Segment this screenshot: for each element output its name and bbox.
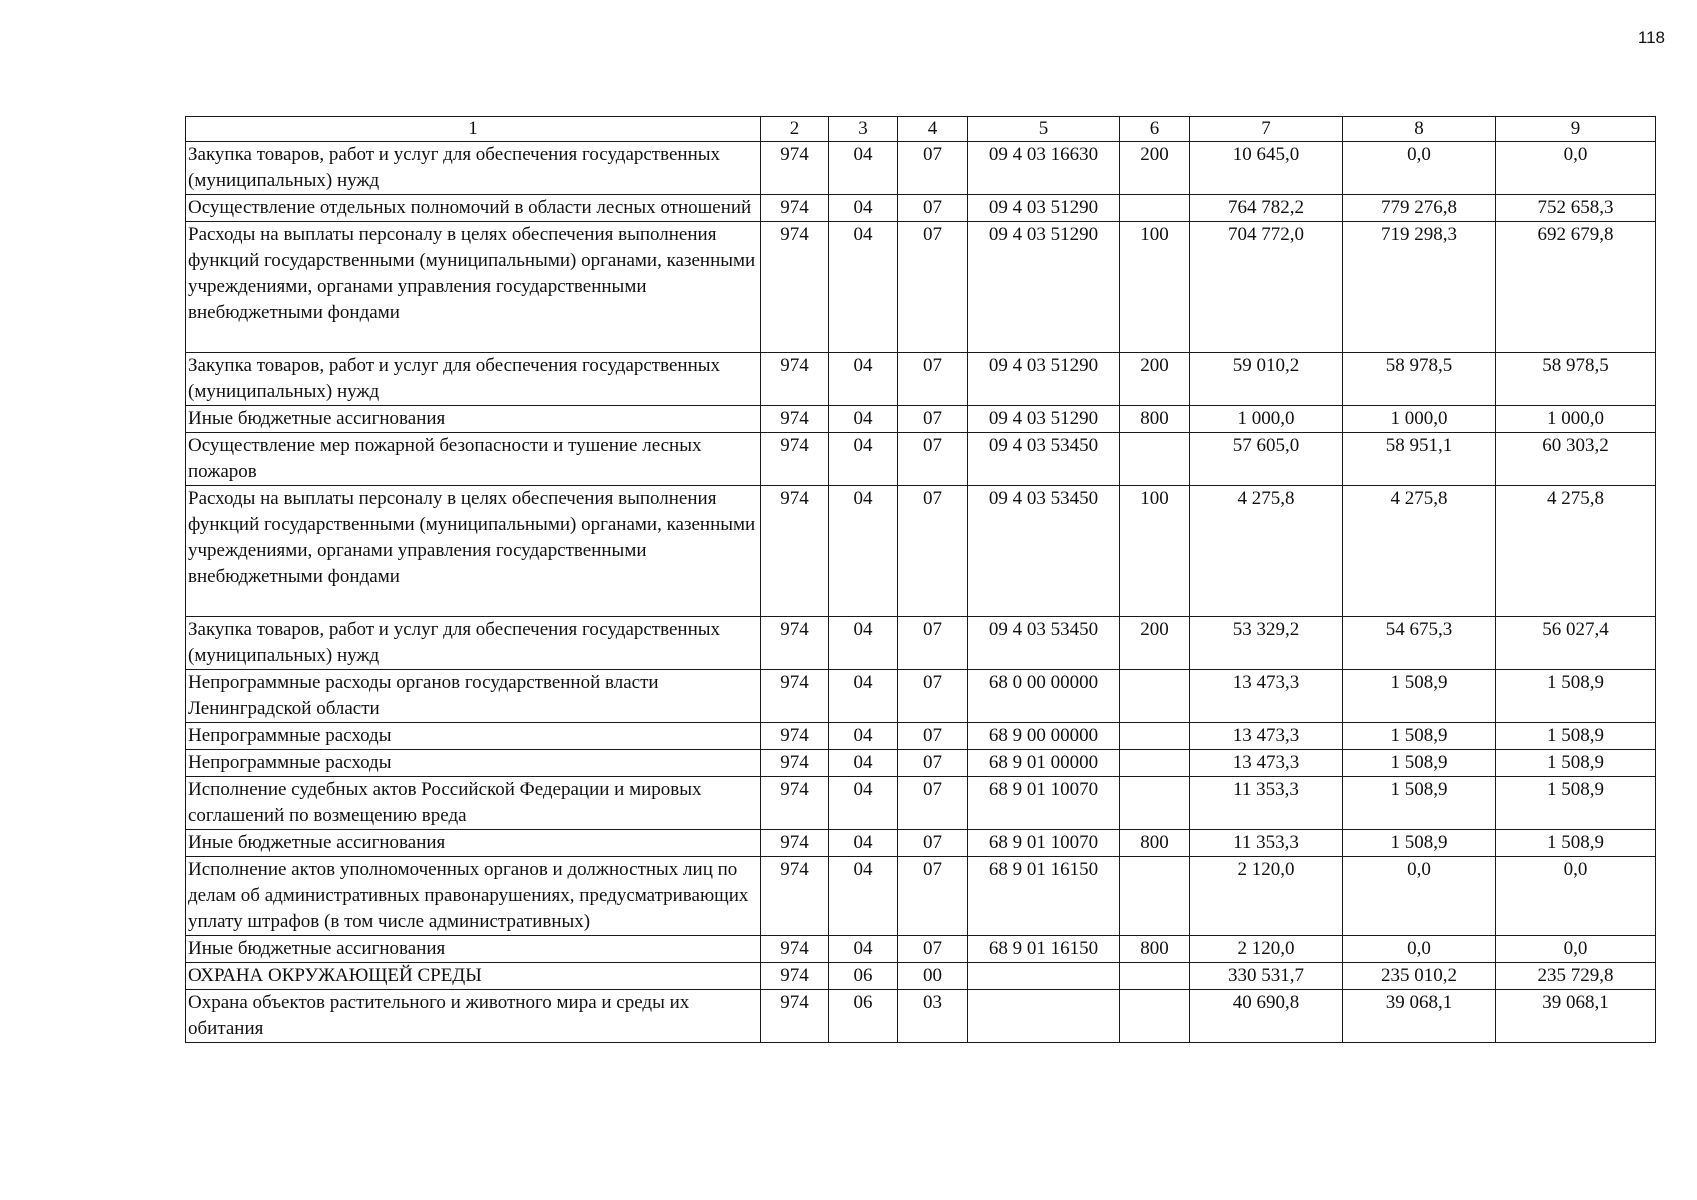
grbs-cell: 974	[761, 433, 829, 486]
expense-type-cell: 200	[1120, 142, 1190, 195]
table-row	[186, 777, 1656, 830]
amount-year1-cell: 13 473,3	[1190, 723, 1343, 750]
amount-year2-cell: 1 508,9	[1343, 777, 1496, 830]
amount-year3-cell: 56 027,4	[1496, 617, 1656, 670]
row-name: Непрограммные расходы органов государственной власти Ленинградской области	[186, 670, 761, 723]
amount-year1-cell: 11 353,3	[1190, 830, 1343, 857]
amount-year1-cell: 40 690,8	[1190, 990, 1343, 1043]
section-cell: 04	[829, 617, 898, 670]
column-header: 7	[1190, 117, 1343, 142]
amount-year2-cell: 779 276,8	[1343, 195, 1496, 222]
target-article-cell	[968, 990, 1120, 1043]
amount-year3-cell: 1 508,9	[1496, 830, 1656, 857]
expense-type-cell: 100	[1120, 222, 1190, 353]
target-article-cell: 68 9 01 10070	[968, 777, 1120, 830]
table-row	[186, 195, 1656, 222]
row-name: Непрограммные расходы	[186, 750, 761, 777]
section-cell: 04	[829, 936, 898, 963]
table-row	[186, 486, 1656, 617]
expense-type-cell: 800	[1120, 830, 1190, 857]
expense-type-cell	[1120, 195, 1190, 222]
table-row	[186, 433, 1656, 486]
expense-type-cell	[1120, 750, 1190, 777]
table-row	[186, 750, 1656, 777]
column-header: 8	[1343, 117, 1496, 142]
target-article-cell: 09 4 03 51290	[968, 353, 1120, 406]
row-name: Расходы на выплаты персоналу в целях обеспечения выполнения функций государственными (муниципальными) органами, казенными учреждениями, органами управления государственными внебюджетными фондами	[186, 486, 761, 617]
target-article-cell: 68 0 00 00000	[968, 670, 1120, 723]
column-header: 6	[1120, 117, 1190, 142]
subsection-cell: 07	[898, 486, 968, 617]
subsection-cell: 07	[898, 750, 968, 777]
target-article-cell: 09 4 03 16630	[968, 142, 1120, 195]
grbs-cell: 974	[761, 195, 829, 222]
row-name: Осуществление мер пожарной безопасности и тушение лесных пожаров	[186, 433, 761, 486]
amount-year2-cell: 4 275,8	[1343, 486, 1496, 617]
subsection-cell: 00	[898, 963, 968, 990]
amount-year2-cell: 0,0	[1343, 857, 1496, 936]
amount-year1-cell: 13 473,3	[1190, 670, 1343, 723]
row-name: Иные бюджетные ассигнования	[186, 936, 761, 963]
grbs-cell: 974	[761, 990, 829, 1043]
amount-year1-cell: 53 329,2	[1190, 617, 1343, 670]
target-article-cell: 09 4 03 51290	[968, 222, 1120, 353]
subsection-cell: 07	[898, 222, 968, 353]
section-cell: 04	[829, 670, 898, 723]
budget-table	[185, 116, 1656, 1043]
section-cell: 04	[829, 142, 898, 195]
table-row	[186, 617, 1656, 670]
row-name: Охрана объектов растительного и животного мира и среды их обитания	[186, 990, 761, 1043]
expense-type-cell: 800	[1120, 936, 1190, 963]
amount-year3-cell: 1 508,9	[1496, 750, 1656, 777]
expense-type-cell: 200	[1120, 617, 1190, 670]
expense-type-cell	[1120, 857, 1190, 936]
amount-year3-cell: 692 679,8	[1496, 222, 1656, 353]
expense-type-cell	[1120, 963, 1190, 990]
amount-year2-cell: 1 508,9	[1343, 830, 1496, 857]
row-name: Исполнение актов уполномоченных органов и должностных лиц по делам об административных правонарушениях, предусматривающих уплату штрафов (в том числе административных)	[186, 857, 761, 936]
amount-year2-cell: 235 010,2	[1343, 963, 1496, 990]
expense-type-cell: 200	[1120, 353, 1190, 406]
row-name: Закупка товаров, работ и услуг для обеспечения государственных (муниципальных) нужд	[186, 353, 761, 406]
section-cell: 04	[829, 857, 898, 936]
table-row	[186, 990, 1656, 1043]
amount-year1-cell: 57 605,0	[1190, 433, 1343, 486]
subsection-cell: 07	[898, 723, 968, 750]
section-cell: 06	[829, 990, 898, 1043]
amount-year3-cell: 0,0	[1496, 142, 1656, 195]
amount-year1-cell: 10 645,0	[1190, 142, 1343, 195]
amount-year3-cell: 752 658,3	[1496, 195, 1656, 222]
row-name: Расходы на выплаты персоналу в целях обеспечения выполнения функций государственными (муниципальными) органами, казенными учреждениями, органами управления государственными внебюджетными фондами	[186, 222, 761, 353]
grbs-cell: 974	[761, 830, 829, 857]
subsection-cell: 07	[898, 195, 968, 222]
section-cell: 04	[829, 222, 898, 353]
table-row	[186, 936, 1656, 963]
subsection-cell: 07	[898, 353, 968, 406]
amount-year2-cell: 58 951,1	[1343, 433, 1496, 486]
amount-year2-cell: 39 068,1	[1343, 990, 1496, 1043]
target-article-cell: 68 9 00 00000	[968, 723, 1120, 750]
grbs-cell: 974	[761, 857, 829, 936]
amount-year1-cell: 330 531,7	[1190, 963, 1343, 990]
subsection-cell: 07	[898, 936, 968, 963]
target-article-cell: 09 4 03 53450	[968, 486, 1120, 617]
target-article-cell: 68 9 01 10070	[968, 830, 1120, 857]
amount-year3-cell: 1 508,9	[1496, 777, 1656, 830]
target-article-cell: 09 4 03 51290	[968, 406, 1120, 433]
amount-year1-cell: 764 782,2	[1190, 195, 1343, 222]
expense-type-cell	[1120, 723, 1190, 750]
amount-year2-cell: 54 675,3	[1343, 617, 1496, 670]
grbs-cell: 974	[761, 353, 829, 406]
expense-type-cell: 800	[1120, 406, 1190, 433]
row-name: Закупка товаров, работ и услуг для обеспечения государственных (муниципальных) нужд	[186, 617, 761, 670]
expense-type-cell	[1120, 990, 1190, 1043]
target-article-cell: 68 9 01 16150	[968, 857, 1120, 936]
row-name: Закупка товаров, работ и услуг для обеспечения государственных (муниципальных) нужд	[186, 142, 761, 195]
target-article-cell	[968, 963, 1120, 990]
amount-year2-cell: 1 000,0	[1343, 406, 1496, 433]
section-cell: 04	[829, 433, 898, 486]
column-header: 4	[898, 117, 968, 142]
target-article-cell: 68 9 01 16150	[968, 936, 1120, 963]
table-row	[186, 142, 1656, 195]
subsection-cell: 07	[898, 142, 968, 195]
section-cell: 06	[829, 963, 898, 990]
page-number: 118	[1637, 28, 1665, 47]
column-header: 5	[968, 117, 1120, 142]
grbs-cell: 974	[761, 777, 829, 830]
table-row	[186, 353, 1656, 406]
amount-year3-cell: 1 000,0	[1496, 406, 1656, 433]
amount-year1-cell: 11 353,3	[1190, 777, 1343, 830]
row-name: Иные бюджетные ассигнования	[186, 830, 761, 857]
grbs-cell: 974	[761, 142, 829, 195]
section-cell: 04	[829, 750, 898, 777]
row-name: Непрограммные расходы	[186, 723, 761, 750]
amount-year2-cell: 0,0	[1343, 936, 1496, 963]
amount-year2-cell: 0,0	[1343, 142, 1496, 195]
target-article-cell: 09 4 03 53450	[968, 433, 1120, 486]
subsection-cell: 07	[898, 777, 968, 830]
section-cell: 04	[829, 195, 898, 222]
column-header: 2	[761, 117, 829, 142]
table-row	[186, 222, 1656, 353]
subsection-cell: 07	[898, 830, 968, 857]
amount-year1-cell: 2 120,0	[1190, 857, 1343, 936]
subsection-cell: 03	[898, 990, 968, 1043]
amount-year2-cell: 719 298,3	[1343, 222, 1496, 353]
amount-year1-cell: 13 473,3	[1190, 750, 1343, 777]
column-header: 1	[186, 117, 761, 142]
subsection-cell: 07	[898, 617, 968, 670]
table-row	[186, 830, 1656, 857]
subsection-cell: 07	[898, 857, 968, 936]
amount-year3-cell: 0,0	[1496, 857, 1656, 936]
amount-year3-cell: 235 729,8	[1496, 963, 1656, 990]
amount-year1-cell: 704 772,0	[1190, 222, 1343, 353]
amount-year1-cell: 4 275,8	[1190, 486, 1343, 617]
section-cell: 04	[829, 486, 898, 617]
header-row	[186, 117, 1656, 142]
subsection-cell: 07	[898, 406, 968, 433]
row-name: ОХРАНА ОКРУЖАЮЩЕЙ СРЕДЫ	[186, 963, 761, 990]
section-cell: 04	[829, 723, 898, 750]
row-name: Исполнение судебных актов Российской Федерации и мировых соглашений по возмещению вреда	[186, 777, 761, 830]
section-cell: 04	[829, 830, 898, 857]
table-row	[186, 406, 1656, 433]
column-header: 3	[829, 117, 898, 142]
table-row	[186, 670, 1656, 723]
amount-year3-cell: 1 508,9	[1496, 670, 1656, 723]
section-cell: 04	[829, 353, 898, 406]
target-article-cell: 68 9 01 00000	[968, 750, 1120, 777]
amount-year3-cell: 39 068,1	[1496, 990, 1656, 1043]
grbs-cell: 974	[761, 486, 829, 617]
grbs-cell: 974	[761, 723, 829, 750]
grbs-cell: 974	[761, 963, 829, 990]
target-article-cell: 09 4 03 51290	[968, 195, 1120, 222]
grbs-cell: 974	[761, 670, 829, 723]
subsection-cell: 07	[898, 433, 968, 486]
row-name: Осуществление отдельных полномочий в области лесных отношений	[186, 195, 761, 222]
table-row	[186, 857, 1656, 936]
amount-year3-cell: 1 508,9	[1496, 723, 1656, 750]
subsection-cell: 07	[898, 670, 968, 723]
grbs-cell: 974	[761, 617, 829, 670]
grbs-cell: 974	[761, 406, 829, 433]
expense-type-cell	[1120, 777, 1190, 830]
section-cell: 04	[829, 777, 898, 830]
amount-year2-cell: 1 508,9	[1343, 670, 1496, 723]
amount-year1-cell: 1 000,0	[1190, 406, 1343, 433]
expense-type-cell	[1120, 670, 1190, 723]
row-name: Иные бюджетные ассигнования	[186, 406, 761, 433]
expense-type-cell: 100	[1120, 486, 1190, 617]
table-row	[186, 723, 1656, 750]
amount-year2-cell: 58 978,5	[1343, 353, 1496, 406]
amount-year3-cell: 58 978,5	[1496, 353, 1656, 406]
amount-year1-cell: 2 120,0	[1190, 936, 1343, 963]
grbs-cell: 974	[761, 222, 829, 353]
table-row	[186, 963, 1656, 990]
section-cell: 04	[829, 406, 898, 433]
target-article-cell: 09 4 03 53450	[968, 617, 1120, 670]
amount-year1-cell: 59 010,2	[1190, 353, 1343, 406]
amount-year3-cell: 0,0	[1496, 936, 1656, 963]
column-header: 9	[1496, 117, 1656, 142]
amount-year3-cell: 4 275,8	[1496, 486, 1656, 617]
amount-year3-cell: 60 303,2	[1496, 433, 1656, 486]
amount-year2-cell: 1 508,9	[1343, 723, 1496, 750]
expense-type-cell	[1120, 433, 1190, 486]
grbs-cell: 974	[761, 936, 829, 963]
amount-year2-cell: 1 508,9	[1343, 750, 1496, 777]
grbs-cell: 974	[761, 750, 829, 777]
